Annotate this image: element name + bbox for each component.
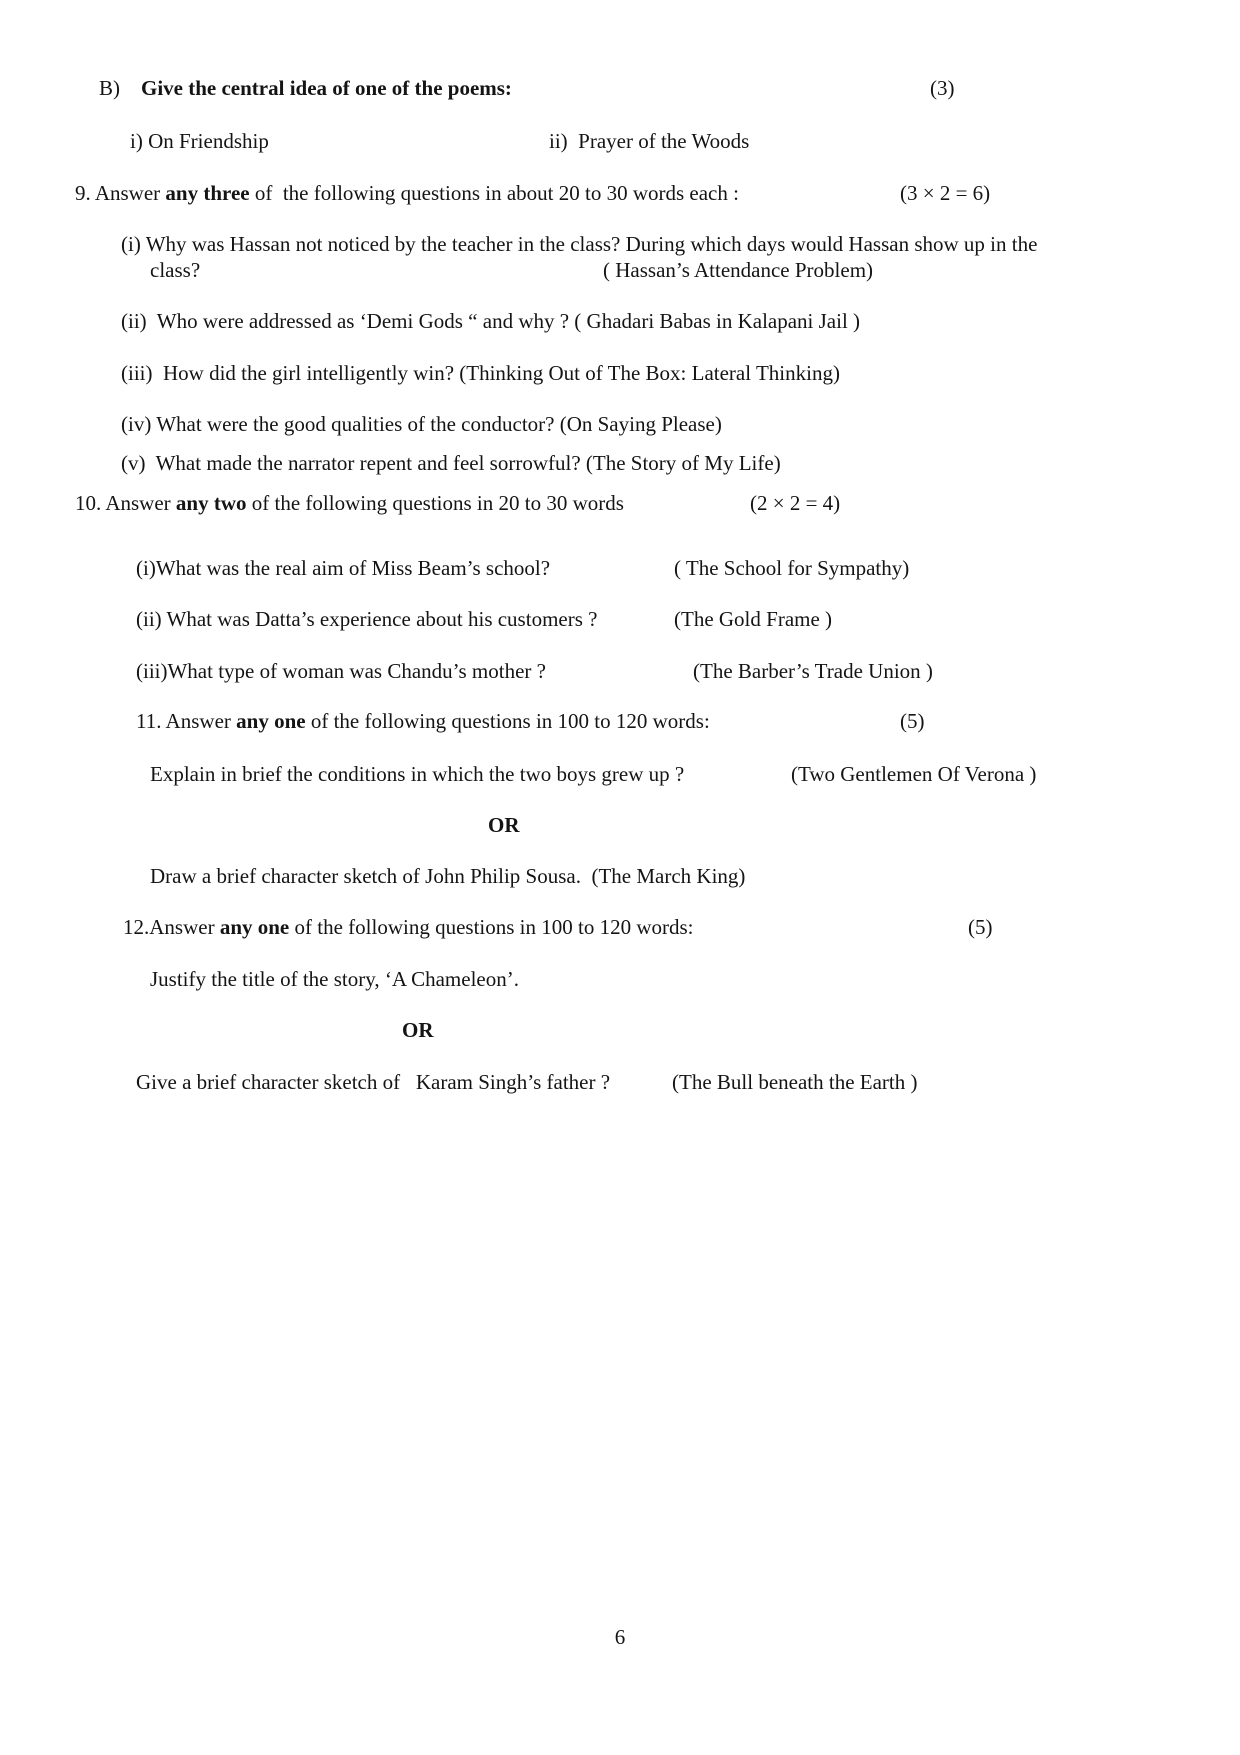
- q11-option-b: Draw a brief character sketch of John Philip Sousa. (The March King): [150, 864, 746, 888]
- q10-prefix: 10. Answer: [75, 491, 176, 515]
- q9-marks: (3 × 2 = 6): [900, 181, 991, 205]
- poem-option-2: ii) Prayer of the Woods: [549, 129, 750, 153]
- q12-option-a: Justify the title of the story, ‘A Chameleon’.: [150, 967, 519, 991]
- q10-suffix: of the following questions in 20 to 30 words: [246, 491, 624, 515]
- q11-or: OR: [488, 813, 520, 837]
- q10-item-2: (ii) What was Datta’s experience about his customers ?: [136, 607, 598, 631]
- section-b-label: B): [99, 76, 120, 100]
- q12-prefix: 12.Answer: [123, 915, 220, 939]
- q9-suffix: of the following questions in about 20 to 30 words each :: [249, 181, 739, 205]
- q10-item-1: (i)What was the real aim of Miss Beam’s school?: [136, 556, 551, 580]
- q11-option-a-source: (Two Gentlemen Of Verona ): [791, 762, 1037, 786]
- q10-item-3: (iii)What type of woman was Chandu’s mother ?: [136, 659, 546, 683]
- q11-prefix: 11. Answer: [136, 709, 237, 733]
- q9-prefix: 9. Answer: [75, 181, 166, 205]
- q11-marks: (5): [900, 709, 925, 733]
- q12-or: OR: [402, 1018, 434, 1042]
- q12-heading: [123, 915, 694, 939]
- section-b-heading: Give the central idea of one of the poems:: [141, 76, 512, 100]
- q12-emphasis: any one: [219, 915, 290, 939]
- q9-item-3: (iii) How did the girl intelligently win? (Thinking Out of The Box: Lateral Thinking): [121, 361, 840, 385]
- q10-marks: (2 × 2 = 4): [750, 491, 841, 515]
- q10-emphasis: any two: [175, 491, 247, 515]
- q12-suffix: of the following questions in 100 to 120 words:: [289, 915, 694, 939]
- q10-item-3-source: (The Barber’s Trade Union ): [693, 659, 933, 683]
- q9-emphasis: any three: [165, 181, 250, 205]
- q10-heading: [75, 491, 624, 515]
- poem-option-1: i) On Friendship: [130, 129, 269, 153]
- page-number: 6: [614, 1625, 626, 1649]
- section-b-marks: (3): [930, 76, 955, 100]
- q9-item-1-line-2: class?: [150, 258, 201, 282]
- q11-suffix: of the following questions in 100 to 120 words:: [305, 709, 710, 733]
- q11-emphasis: any one: [236, 709, 306, 733]
- q10-item-2-source: (The Gold Frame ): [674, 607, 833, 631]
- q11-option-a: Explain in brief the conditions in which the two boys grew up ?: [150, 762, 685, 786]
- q12-option-b-source: (The Bull beneath the Earth ): [672, 1070, 918, 1094]
- q9-item-1-source: ( Hassan’s Attendance Problem): [603, 258, 874, 282]
- q10-item-1-source: ( The School for Sympathy): [674, 556, 910, 580]
- q12-marks: (5): [968, 915, 993, 939]
- q9-item-4: (iv) What were the good qualities of the conductor? (On Saying Please): [121, 412, 722, 436]
- q9-item-1-line-1: (i) Why was Hassan not noticed by the teacher in the class? During which days would Hassan show up in the: [121, 232, 1038, 256]
- q12-option-b: Give a brief character sketch of Karam Singh’s father ?: [136, 1070, 611, 1094]
- q9-heading: [75, 181, 739, 205]
- q9-item-5: (v) What made the narrator repent and feel sorrowful? (The Story of My Life): [121, 451, 781, 475]
- q11-heading: [136, 709, 710, 733]
- q9-item-2: (ii) Who were addressed as ‘Demi Gods “ and why ? ( Ghadari Babas in Kalapani Jail ): [121, 309, 861, 333]
